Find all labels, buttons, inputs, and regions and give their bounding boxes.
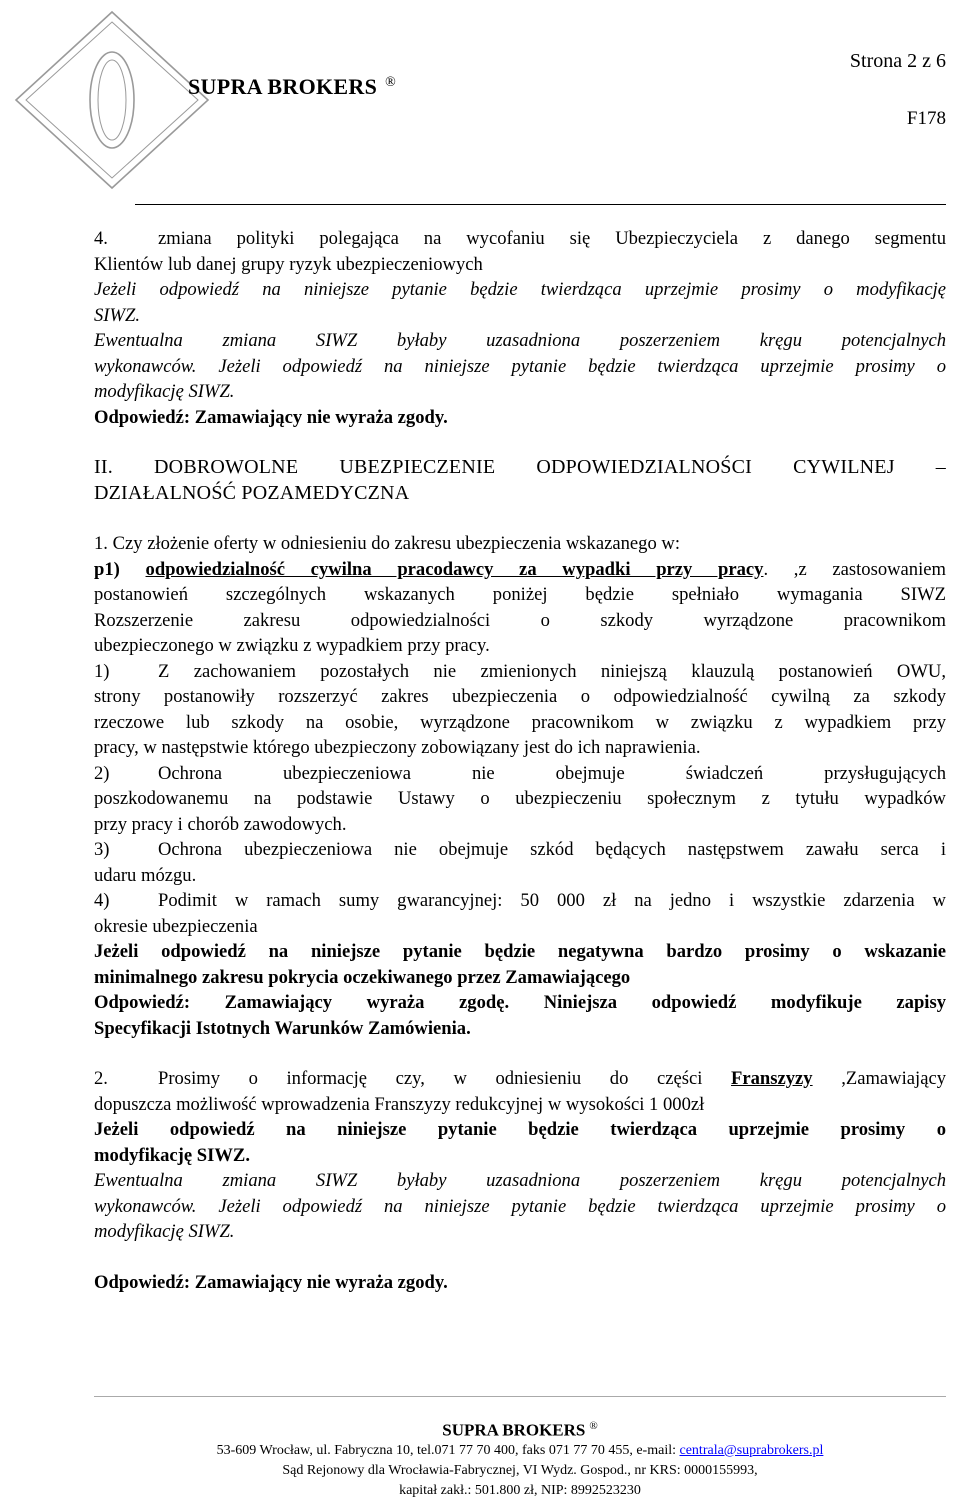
franszyzy-underlined: Franszyzy [731,1068,813,1089]
footer-divider [94,1396,946,1397]
brand-name: SUPRA BROKERS ® [188,74,397,99]
q2-italic2: wykonawców. Jeżeli odpowiedź na niniejsze pytanie będzie twierdząca uprzejmie prosimy o [94,1195,946,1217]
spacer [94,1041,946,1066]
q4-italic3: wykonawców. Jeżeli odpowiedź na niniejsze pytanie będzie twierdząca uprzejmie prosimy o [94,355,946,377]
q1-item2-l3: przy pracy i chorób zawodowych. [94,813,347,835]
spacer [94,506,946,531]
q4-italic1: Jeżeli odpowiedź na niniejsze pytanie będzie twierdząca uprzejmie prosimy o modyfikację [94,279,946,300]
q1-item1-l3: rzeczowe lub szkody na osobie, wyrządzone pracownikom w związku z wypadkiem przy [94,711,946,733]
q1-line3: postanowień szczególnych wskazanych poniżej będzie spełniało wymagania SIWZ [94,584,946,605]
q4-italic4: modyfikację SIWZ. [94,381,235,402]
company-logo [12,8,212,192]
spacer [94,1245,946,1270]
q2-bold2: modyfikację SIWZ. [94,1144,250,1166]
q1-bold1: Jeżeli odpowiedź na niniejsze pytanie będzie negatywna bardzo prosimy o wskazanie [94,941,946,962]
form-code: F178 [906,108,946,129]
footer-address: 53-609 Wrocław, ul. Fabryczna 10, tel.071 77 70 400, faks 071 77 70 455, e-mail: centrala@suprabrokers.pl [216,1442,824,1458]
footer-capital: kapitał zakł.: 501.800 zł, NIP: 8992523230 [399,1482,641,1498]
q2-italic3: modyfikację SIWZ. [94,1221,235,1242]
q1-item3: 3) Ochrona ubezpieczeniowa nie obejmuje szkód będących następstwem zawału serca i [94,839,946,860]
q4-line1: 4. zmiana polityki polegająca na wycofaniu się Ubezpieczyciela z danego segmentu [94,228,946,249]
q2-line1: 2. Prosimy o informację czy, w odniesieniu do części Franszyzy ,Zamawiający [94,1068,946,1089]
q2-line2: dopuszcza możliwość wprowadzenia Franszyzy redukcyjnej w wysokości 1 000zł [94,1093,705,1115]
q4-italic2: Ewentualna zmiana SIWZ byłaby uzasadniona poszerzeniem kręgu potencjalnych [94,330,946,351]
q4-answer: Odpowiedź: Zamawiający nie wyraża zgody. [94,406,448,428]
q1-line5: ubezpieczonego w związku z wypadkiem przy pracy. [94,635,490,656]
header-divider [135,204,946,205]
q4-italic1b: SIWZ. [94,304,140,326]
q1-p1-line: p1) odpowiedzialność cywilna pracodawcy za wypadki przy pracy. ,z zastosowaniem [94,558,946,580]
q1-bold2: minimalnego zakresu pokrycia oczekiwanego przez Zamawiającego [94,966,631,988]
spacer [94,430,946,455]
q4-line2: Klientów lub danej grupy ryzyk ubezpieczeniowych [94,253,483,275]
footer-email-link[interactable]: centrala@suprabrokers.pl [679,1442,824,1458]
q1-answer1: Odpowiedź: Zamawiający wyraża zgodę. Niniejsza odpowiedź modyfikuje zapisy [94,992,946,1013]
q1-item2-l2: poszkodowanemu na podstawie Ustawy o ubezpieczeniu społecznym z tytułu wypadków [94,788,946,809]
footer [94,1416,946,1501]
q2-bold1: Jeżeli odpowiedź na niniejsze pytanie będzie twierdząca uprzejmie prosimy o [94,1119,946,1140]
q1-item1: 1) Z zachowaniem pozostałych nie zmienionych niniejszą klauzulą postanowień OWU, [94,660,946,682]
footer-court: Sąd Rejonowy dla Wrocławia-Fabrycznej, VI Wydz. Gospod., nr KRS: 0000155993, [282,1462,758,1478]
q1-item4-l2: okresie ubezpieczenia [94,915,258,937]
q1-item1-l2: strony postanowiły rozszerzyć zakres ubezpieczenia o odpowiedzialność cywilną za szkody [94,686,946,707]
q1-item1-l4: pracy, w następstwie którego ubezpieczony zobowiązany jest do ich naprawienia. [94,737,701,758]
registered-mark: ® [385,74,397,90]
q2-answer: Odpowiedź: Zamawiający nie wyraża zgody. [94,1271,448,1293]
q1-item3-l2: udaru mózgu. [94,864,197,886]
footer-brand: SUPRA BROKERS ® [442,1420,598,1440]
q1-answer2: Specyfikacji Istotnych Warunków Zamówienia. [94,1017,471,1039]
document-body [94,226,946,1295]
q1-intro: 1. Czy złożenie oferty w odniesieniu do zakresu ubezpieczenia wskazanego w: [94,533,680,554]
section-title-line1: II. DOBROWOLNE UBEZPIECZENIE ODPOWIEDZIALNOŚCI CYWILNEJ – [94,456,946,478]
page-number: Strona 2 z 6 [849,50,946,72]
q2-italic1: Ewentualna zmiana SIWZ byłaby uzasadniona poszerzeniem kręgu potencjalnych [94,1170,946,1191]
section-title-line2: DZIAŁALNOŚĆ POZAMEDYCZNA [94,481,410,504]
q1-item4: 4) Podimit w ramach sumy gwarancyjnej: 50 000 zł na jedno i wszystkie zdarzenia w [94,890,946,911]
q1-line4: Rozszerzenie zakresu odpowiedzialności o szkody wyrządzone pracownikom [94,609,946,631]
q1-item2: 2) Ochrona ubezpieczeniowa nie obejmuje świadczeń przysługujących [94,762,946,784]
p1-underlined: odpowiedzialność cywilna pracodawcy za wypadki przy pracy [145,558,764,580]
